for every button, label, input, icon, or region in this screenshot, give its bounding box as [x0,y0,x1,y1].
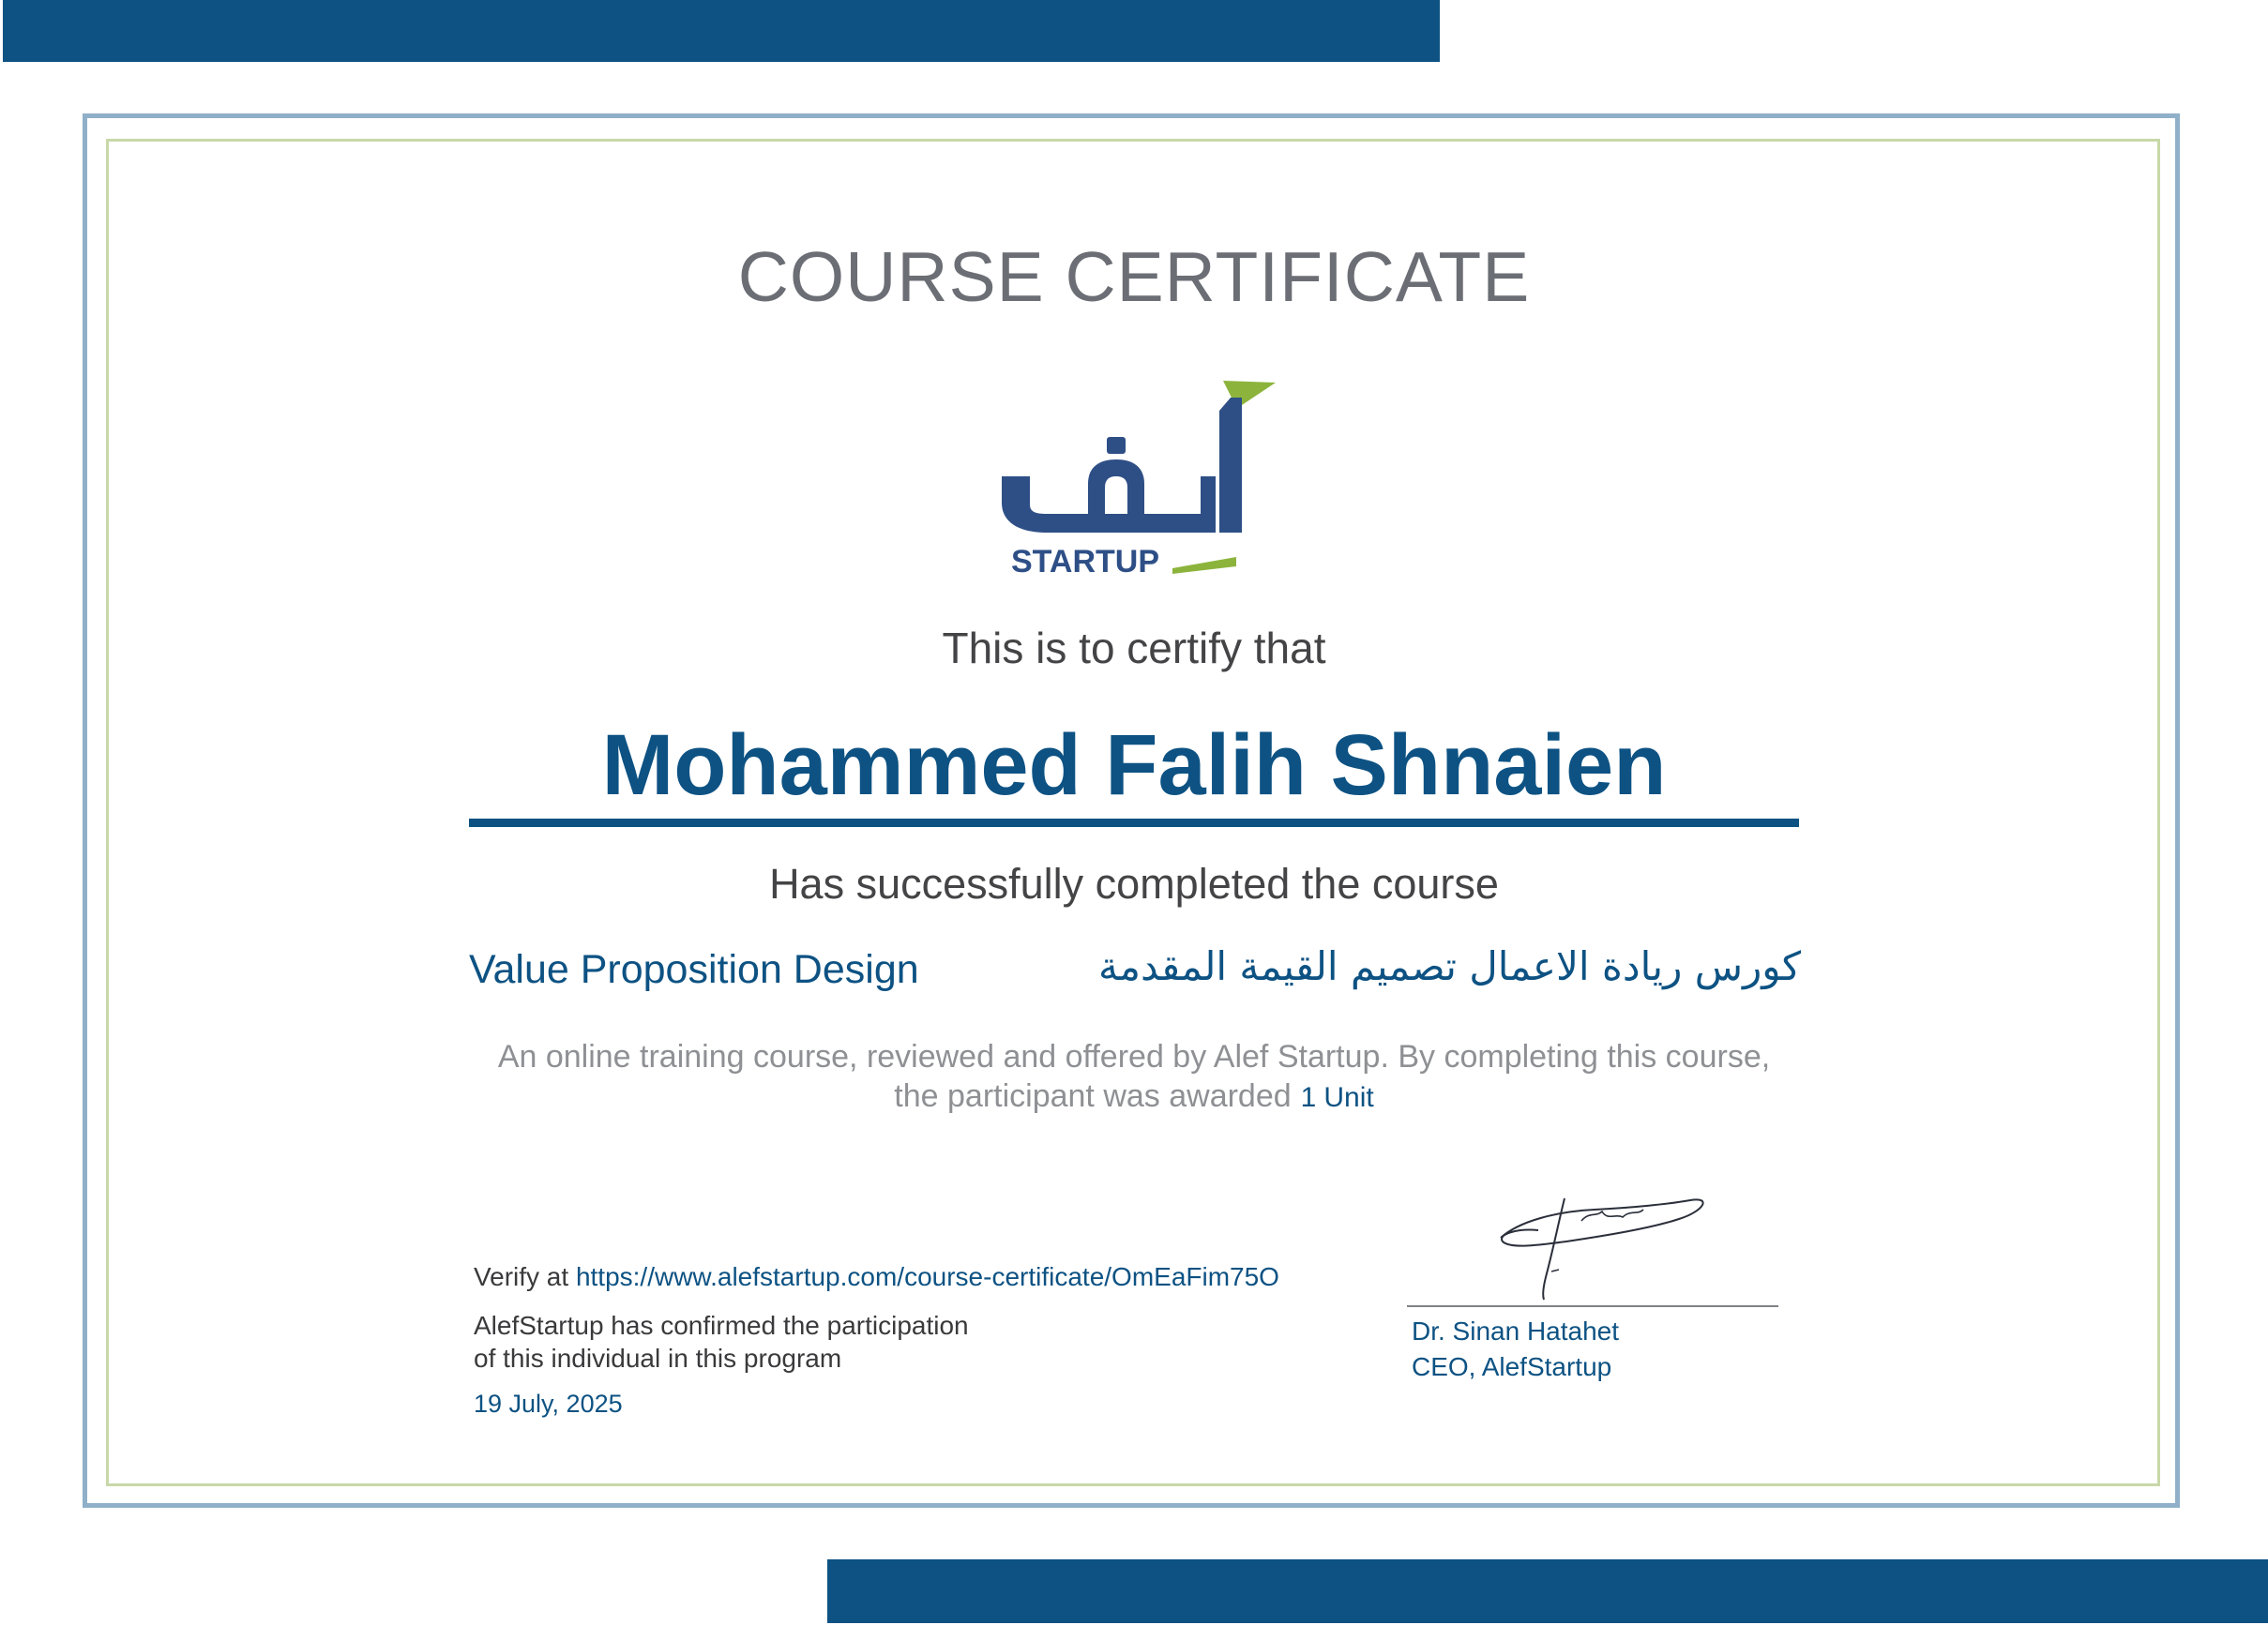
units-label: Unit [1323,1082,1374,1113]
issue-date: 19 July, 2025 [474,1390,623,1418]
signer-title: CEO, AlefStartup [1412,1352,1612,1381]
top-decorative-band [3,0,1440,62]
confirmation-line-2: of this individual in this program [474,1344,842,1373]
course-name-english: Value Proposition Design [469,947,919,992]
confirmation-line-1: AlefStartup has confirmed the participation [474,1311,969,1340]
bottom-decorative-band [827,1559,2268,1623]
verify-url-link[interactable]: https://www.alefstartup.com/course-certificate/OmEaFim75O [575,1262,1279,1291]
logo-startup-text: STARTUP [1011,544,1160,579]
description-line-2: the participant was awarded [894,1078,1292,1114]
signer-name: Dr. Sinan Hatahet [1412,1317,1620,1346]
units-value: 1 [1300,1082,1317,1113]
confirmation-text [474,1309,1055,1375]
logo-letters-body [1002,476,1216,533]
recipient-name: Mohammed Falih Shnaien [601,717,1667,813]
course-description [450,1037,1818,1118]
logo-underline-swoosh [1172,557,1236,574]
alef-startup-logo [994,373,1276,579]
signature-image [1491,1183,1716,1305]
name-underline [469,819,1799,827]
verify-prefix: Verify at [474,1262,576,1291]
verify-line [474,1264,1279,1290]
description-line-1: An online training course, reviewed and offered by Alef Startup. By completing this course, [497,1039,1771,1075]
logo-fa-loop [1088,459,1144,514]
course-name-arabic: كورس ريادة الاعمال تصميم القيمة المقدمة [1097,943,1801,989]
logo-fa-dot [1107,437,1126,454]
signature-line [1407,1305,1778,1307]
certify-text: This is to certify that [942,624,1326,672]
certificate-title: COURSE CERTIFICATE [737,237,1531,316]
logo-alef-stroke [1219,398,1242,533]
completed-text: Has successfully completed the course [769,860,1499,908]
